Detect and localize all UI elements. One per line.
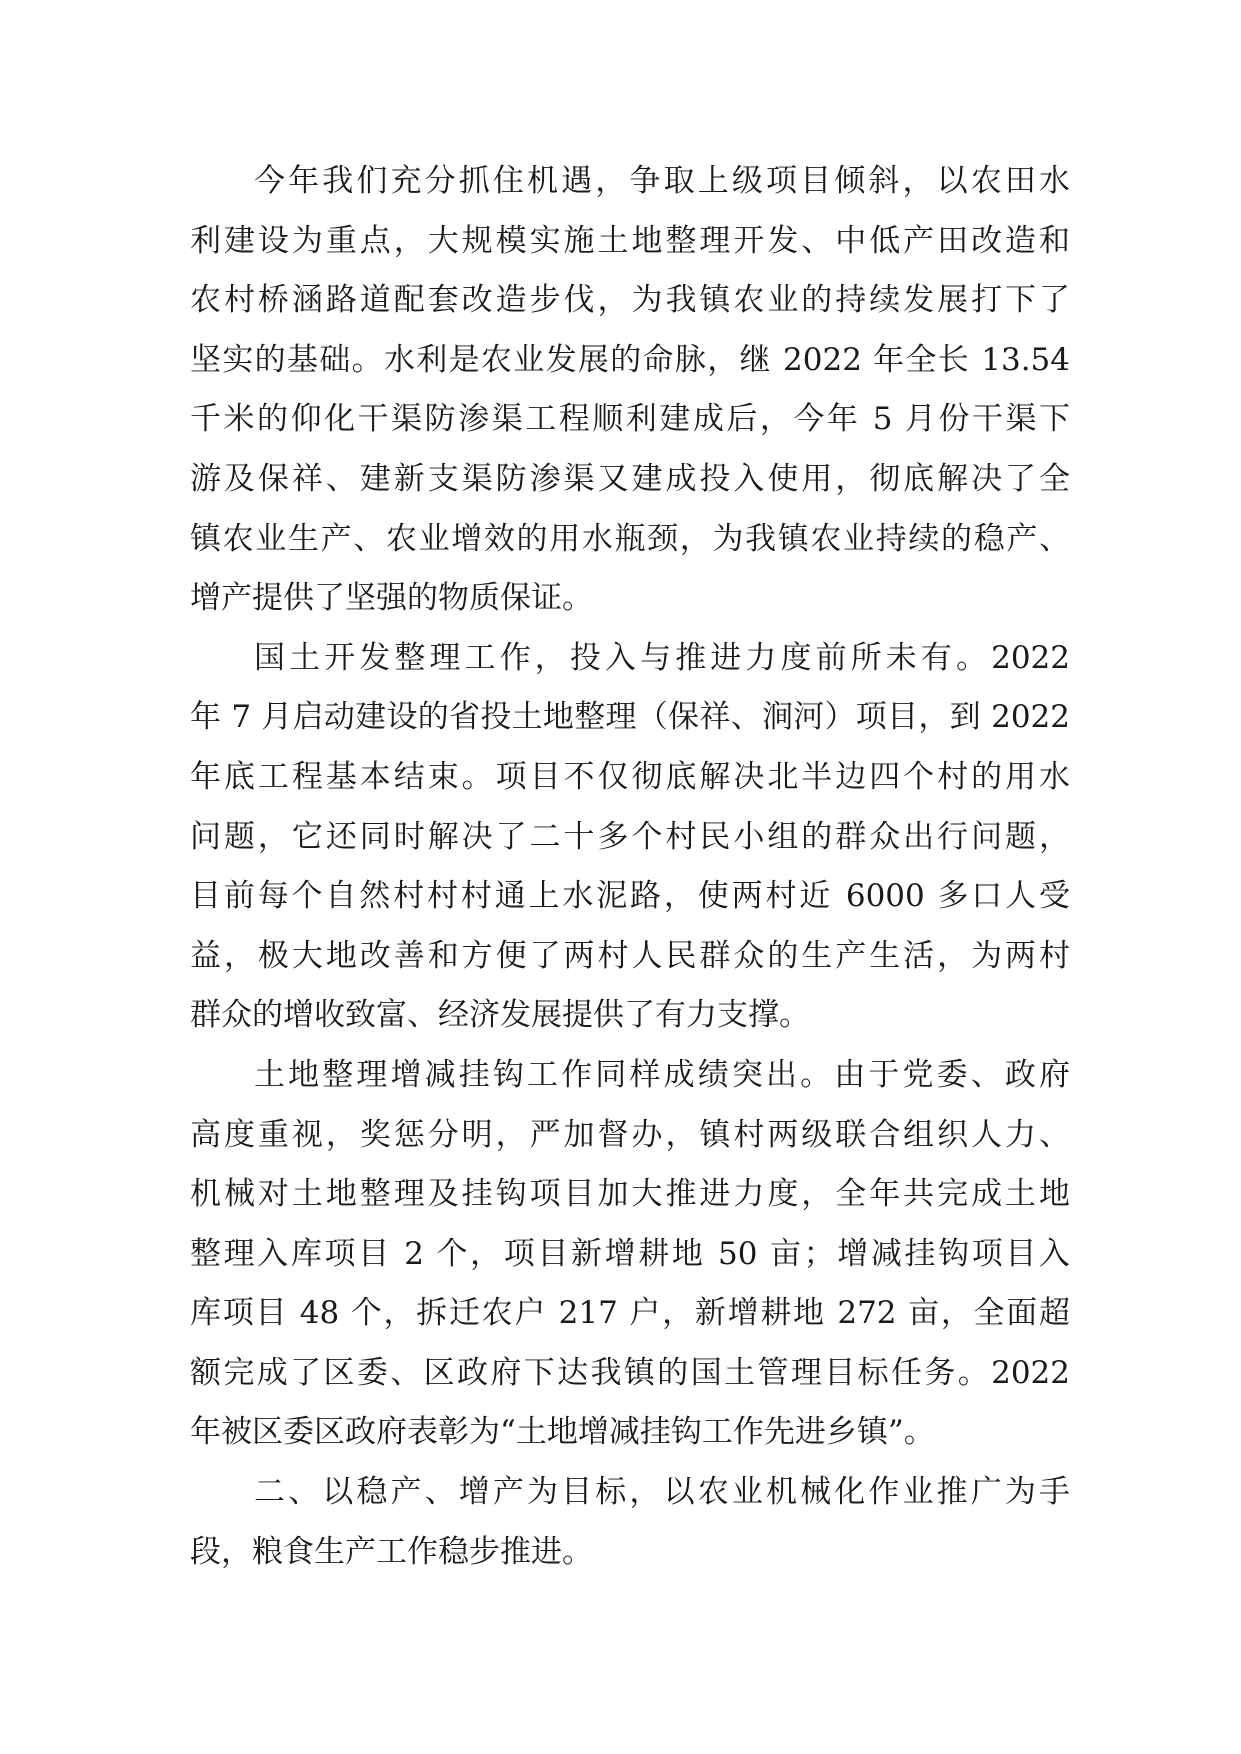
paragraph-irrigation	[190, 152, 1070, 629]
text-line: 国土开发整理工作，投入与推进力度前所未有。2022	[254, 639, 1070, 676]
text-line: 年 7 月启动建设的省投土地整理（保祥、涧河）项目，到 2022	[190, 699, 1070, 736]
paragraph-land-development	[190, 629, 1070, 1046]
text-line: 二、以稳产、增产为目标，以农业机械化作业推广为手	[254, 1474, 1070, 1511]
text-line: 千米的仰化干渠防渗渠工程顺利建成后，今年 5 月份干渠下	[190, 401, 1070, 438]
text-line: 坚实的基础。水利是农业发展的命脉，继 2022 年全长 13.54	[190, 341, 1070, 378]
document-body	[190, 152, 1070, 1582]
text-line: 镇农业生产、农业增效的用水瓶颈，为我镇农业持续的稳产、	[190, 520, 1070, 557]
text-line: 额完成了区委、区政府下达我镇的国土管理目标任务。2022	[190, 1354, 1070, 1391]
paragraph-section-heading	[190, 1463, 1070, 1582]
text-line: 整理入库项目 2 个，项目新增耕地 50 亩；增减挂钩项目入	[190, 1235, 1070, 1272]
text-line: 利建设为重点，大规模实施土地整理开发、中低产田改造和	[190, 222, 1070, 259]
text-line: 库项目 48 个，拆迁农户 217 户，新增耕地 272 亩，全面超	[190, 1295, 1070, 1332]
text-line: 问题，它还同时解决了二十多个村民小组的群众出行问题，	[190, 818, 1070, 855]
text-line: 机械对土地整理及挂钩项目加大推进力度，全年共完成土地	[190, 1176, 1070, 1213]
text-line: 益，极大地改善和方便了两村人民群众的生产生活，为两村	[190, 937, 1070, 974]
text-line: 年被区委区政府表彰为“土地增减挂钩工作先进乡镇”。	[190, 1414, 935, 1451]
text-line: 段，粮食生产工作稳步推进。	[190, 1533, 593, 1570]
paragraph-land-linkage	[190, 1046, 1070, 1463]
text-line: 增产提供了坚强的物质保证。	[190, 580, 593, 617]
text-line: 目前每个自然村村村通上水泥路，使两村近 6000 多口人受	[190, 878, 1070, 915]
text-line: 游及保祥、建新支渠防渗渠又建成投入使用，彻底解决了全	[190, 460, 1070, 497]
text-line: 高度重视，奖惩分明，严加督办，镇村两级联合组织人力、	[190, 1116, 1070, 1153]
text-line: 土地整理增减挂钩工作同样成绩突出。由于党委、政府	[254, 1056, 1070, 1093]
text-line: 群众的增收致富、经济发展提供了有力支撑。	[190, 997, 810, 1034]
text-line: 年底工程基本结束。项目不仅彻底解决北半边四个村的用水	[190, 758, 1070, 795]
text-line: 农村桥涵路道配套改造步伐，为我镇农业的持续发展打下了	[190, 282, 1070, 319]
text-line: 今年我们充分抓住机遇，争取上级项目倾斜，以农田水	[254, 163, 1070, 199]
